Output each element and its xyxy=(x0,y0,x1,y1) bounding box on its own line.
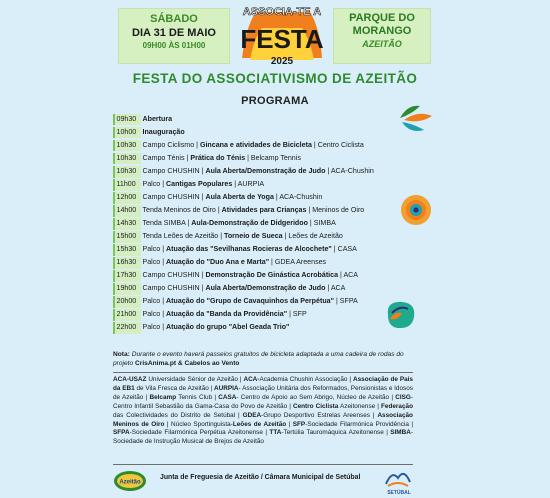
note-label: Nota: xyxy=(113,351,130,358)
abbreviation-description: Academia Chushin Associação xyxy=(259,376,348,383)
program-row xyxy=(113,113,403,126)
program-time: 09h30 xyxy=(113,114,141,126)
abbreviation-code: Associação Meninos de Oiro xyxy=(113,411,413,428)
program-activity: Gincana e atividades de Bicicleta xyxy=(199,140,312,149)
program-time: 10h30 xyxy=(113,153,141,165)
program-row xyxy=(113,178,403,191)
program-activity: Demonstração De Ginástica Acrobática xyxy=(205,271,339,280)
program-organizer: | ACA xyxy=(325,284,346,293)
program-description xyxy=(143,166,374,178)
program-time: 10h30 xyxy=(113,140,141,152)
program-activity: Cantigas Populares xyxy=(166,179,233,188)
program-row xyxy=(113,165,403,178)
program-activity: Aula Aberta/Demonstração de Judo xyxy=(205,284,326,293)
note-text: Durante o evento haverá passeios gratuitos de bicicleta adaptada a uma cadeira de rodas do projeto xyxy=(113,351,404,367)
program-venue: Tenda SIMBA | xyxy=(142,219,192,228)
abbreviation-code: Belcamp xyxy=(149,393,177,401)
program-activity: Atuação do grupo "Abel Geada Trio" xyxy=(166,323,290,332)
abbreviation-description: das Colectividades do Distrito de Setúbal xyxy=(113,411,236,419)
abbreviation-description: -Sociedade Filarmónica Providência xyxy=(305,420,409,428)
program-venue: Campo CHUSHIN | xyxy=(142,284,206,293)
program-description xyxy=(143,140,364,152)
program-time: 19h00 xyxy=(113,283,141,295)
program-row xyxy=(113,230,403,243)
abbreviation-description: Tennis Club xyxy=(178,393,213,401)
program-activity: Atuação das "Sevilhanas Rocieras de Alcochete" xyxy=(166,245,332,254)
program-time: 14h00 xyxy=(113,205,141,217)
program-activity: Aula-Demonstração de Didgeridoo xyxy=(191,219,308,228)
program-venue: Tenda Meninos de Oiro | xyxy=(142,206,222,215)
abbreviation-description: - Centro de Apoio ao Sem Abrigo, Núcleo de Azeitão xyxy=(236,393,390,401)
program-venue: Palco | xyxy=(142,179,167,188)
program-activity: Atuação do "Duo Ana e Marta" xyxy=(166,258,270,267)
footer-credits: Junta de Freguesia de Azeitão / Câmara Municipal de Setúbal xyxy=(160,474,361,481)
logo-word: FESTA xyxy=(240,24,324,54)
program-time: 21h00 xyxy=(113,309,141,321)
abbreviation-entry xyxy=(293,403,375,410)
program-list xyxy=(113,113,403,335)
abbreviation-description: -Tertúlia Tauromáquica Azeitonense xyxy=(281,429,384,437)
abbreviation-entry xyxy=(113,429,263,436)
program-venue: Campo CHUSHIN | xyxy=(142,193,206,201)
abbreviation-description: -Sociedade de Instrução Musical de Brejos de Azeitão xyxy=(113,429,413,446)
program-venue: Campo CHUSHIN | xyxy=(142,271,206,280)
program-organizer: | ACA xyxy=(338,271,359,280)
program-activity: Prática do Ténis xyxy=(190,153,246,162)
program-organizer: | Meninos de Oiro xyxy=(306,206,365,215)
setubal-logo xyxy=(384,466,412,496)
abbreviation-code: SFPA xyxy=(113,429,130,437)
program-description xyxy=(143,179,265,191)
program-row xyxy=(113,270,403,283)
abbreviation-entry xyxy=(243,412,370,419)
abbreviation-description: Universidade Sénior de Azeitão xyxy=(148,376,238,383)
abbreviation-entry xyxy=(113,376,238,383)
program-row xyxy=(113,309,403,322)
setubal-emblem-icon xyxy=(384,466,412,488)
program-organizer: | Belcamp Tennis xyxy=(245,153,301,162)
program-row xyxy=(113,322,403,335)
divider xyxy=(113,372,413,373)
azeitao-logo-text: Azeitão xyxy=(119,479,141,486)
program-description xyxy=(143,322,290,334)
abbreviation-entry xyxy=(233,421,286,428)
program-activity: Torneio de Sueca xyxy=(224,232,283,241)
program-venue: Campo Ténis | xyxy=(142,153,191,162)
abbreviation-entry xyxy=(269,429,383,436)
abbreviation-description: - Centro Infantil Sebastião da Gama-Casa do Povo de Azeitão xyxy=(113,393,414,410)
program-organizer: | ACA-Chushin xyxy=(325,166,374,175)
abbreviation-code: SIMBA xyxy=(390,429,411,437)
setubal-logo-text: SETÚBAL xyxy=(387,490,411,496)
program-row xyxy=(113,257,403,270)
abbreviation-description: - Associação Unitária dos Reformados, Pensionistas e Idosos de Azeitão xyxy=(113,384,413,401)
program-row xyxy=(113,126,403,139)
abbreviation-code: CASA xyxy=(218,393,237,401)
program-time: 17h30 xyxy=(113,270,141,282)
program-organizer: | ACA-Chushin xyxy=(273,193,323,201)
program-row xyxy=(113,152,403,165)
abbreviation-description: Núcleo Sportinguista- xyxy=(171,420,233,428)
place-box xyxy=(333,8,431,64)
abbreviation-code: GDEA xyxy=(242,411,262,419)
abbreviation-code: Leões de Azeitão xyxy=(232,420,287,428)
program-organizer: | CASA xyxy=(331,245,357,254)
program-description xyxy=(143,114,173,126)
abbreviation-code: Centro Ciclista xyxy=(292,402,339,410)
program-activity: Aula Aberta/Demonstração de Judo xyxy=(205,166,326,175)
abbreviation-description: -Grupo Desportivo Estrelas Areenses xyxy=(261,411,370,419)
program-activity: Atividades para Crianças xyxy=(221,206,307,215)
program-time: 11h00 xyxy=(113,179,141,191)
program-description xyxy=(143,231,343,243)
program-organizer: | SFP xyxy=(287,310,307,319)
program-venue: Tenda Leões de Azeitão | xyxy=(142,232,225,241)
program-activity: Atuação do "Grupo de Cavaquinhos da Perpétua" xyxy=(166,297,334,306)
program-row xyxy=(113,217,403,230)
program-organizer: | SIMBA xyxy=(307,219,336,228)
program-row xyxy=(113,283,403,296)
azeitao-logo xyxy=(113,470,147,492)
program-venue: Campo Ciclismo | xyxy=(142,140,200,149)
program-description xyxy=(143,153,301,165)
place-line2: MORANGO xyxy=(352,25,412,37)
abbreviation-description: -Sociedade Filarmónica Perpétua Azeitonense xyxy=(129,429,263,437)
program-description xyxy=(143,192,323,204)
program-description xyxy=(143,244,357,256)
program-description xyxy=(143,205,365,217)
abbreviation-code: TTA xyxy=(269,429,282,437)
abbreviation-code: Associação de Pais da EB1 xyxy=(113,376,413,392)
event-date: DIA 31 DE MAIO xyxy=(132,27,216,39)
program-activity: Abertura xyxy=(142,114,173,123)
program-row xyxy=(113,296,403,309)
program-time: 12h00 xyxy=(113,192,141,204)
festa-logo xyxy=(236,2,328,70)
program-venue: Palco | xyxy=(142,258,167,267)
abbreviation-entry xyxy=(293,421,409,428)
program-time: 16h30 xyxy=(113,257,141,269)
program-venue: Palco | xyxy=(142,297,167,306)
logo-year: 2025 xyxy=(270,56,294,67)
program-activity: Inauguração xyxy=(142,127,185,136)
event-hours: 09H00 ÀS 01H00 xyxy=(142,41,206,50)
program-row xyxy=(113,243,403,256)
program-organizer: | Centro Ciclista xyxy=(311,140,364,149)
program-time: 10h30 xyxy=(113,166,141,178)
program-time: 14h30 xyxy=(113,218,141,230)
page-title: FESTA DO ASSOCIATIVISMO DE AZEITÃO xyxy=(132,71,418,86)
abbreviation-code: Federação xyxy=(381,402,413,410)
abbreviation-entry xyxy=(243,376,347,383)
program-row xyxy=(113,139,403,152)
program-row xyxy=(113,191,403,204)
program-description xyxy=(143,296,358,308)
circle-decoration-icon xyxy=(400,194,432,226)
abbreviation-code: SFP xyxy=(292,420,306,428)
program-venue: Palco | xyxy=(142,310,167,319)
program-time: 15h30 xyxy=(113,244,141,256)
abbreviation-code: ACA- xyxy=(243,376,260,383)
leaf-decoration-icon xyxy=(398,102,434,134)
abbreviation-description: Azeitonense xyxy=(340,402,376,410)
program-venue: Campo CHUSHIN | xyxy=(142,166,206,175)
program-activity: Aula Aberta de Yoga xyxy=(205,193,274,201)
program-description xyxy=(143,270,359,282)
program-description xyxy=(143,127,185,139)
abbreviation-entry xyxy=(218,394,389,401)
program-description xyxy=(143,283,346,295)
program-organizer: | Leões de Azeitão xyxy=(282,232,343,241)
note-project: CrisAnima.pt & Cabelos ao Vento xyxy=(135,359,240,367)
program-time: 22h00 xyxy=(113,322,141,334)
date-box xyxy=(118,8,230,64)
note xyxy=(113,351,413,368)
program-description xyxy=(143,218,336,230)
program-subtitle: PROGRAMA xyxy=(241,95,309,107)
program-organizer: | GDEA Areenses xyxy=(269,258,327,267)
program-activity: Atuação da "Banda da Providência" xyxy=(166,310,288,319)
abbreviation-code: CISG xyxy=(395,393,411,401)
logo-line1: ASSOCIA-TE A xyxy=(242,6,322,18)
program-organizer: | AURPIA xyxy=(232,179,265,188)
abbreviation-code: AURPIA xyxy=(214,384,239,392)
program-description xyxy=(143,309,307,321)
abbreviation-code: ACA-USAZ xyxy=(113,376,147,383)
program-time: 20h00 xyxy=(113,296,141,308)
abbreviations-list: ACA-USAZ Universidade Sénior de Azeitão | ACA-Academia Chushin Associação | Associação de Pais da EB1 de Vila Fresca de Azeitão | AURPIA- Associação Unitária dos Reformados, Pensionistas e Idosos de Azeitão | Belcamp Tennis Club | CASA- Centro de Apoio ao Sem Abrigo, Núcleo de Azeitão | CISG- Centro Infantil Sebastião da Gama-Casa do Povo de Azeitão | Centro Ciclista Azeitonense | Federação das Colectividades do Distrito de Setúbal | GDEA-Grupo Desportivo Estrelas Areenses | Associação Meninos de Oiro | Núcleo Sportinguista-Leões de Azeitão | SFP-Sociedade Filarmónica Providência | SFPA-Sociedade Filarmónica Perpétua Azeitonense | TTA-Tertúlia Tauromáquica Azeitonense | SIMBA-Sociedade de Instrução Musical de Brejos de Azeitão xyxy=(113,376,414,446)
program-time: 10h00 xyxy=(113,127,141,139)
place-town: AZEITÃO xyxy=(362,39,402,49)
date-day: SÁBADO xyxy=(150,13,198,25)
program-description xyxy=(143,257,327,269)
program-organizer: | SFPA xyxy=(333,297,358,306)
program-time: 15h00 xyxy=(113,231,141,243)
abbreviation-entry xyxy=(171,421,233,428)
program-row xyxy=(113,204,403,217)
program-venue: Palco | xyxy=(142,323,167,332)
divider xyxy=(113,464,413,465)
program-venue: Palco | xyxy=(142,245,167,254)
place-line1: PARQUE DO xyxy=(349,12,415,24)
abbreviation-entry xyxy=(149,394,212,401)
abbreviation-description: de Vila Fresca de Azeitão xyxy=(136,384,209,392)
